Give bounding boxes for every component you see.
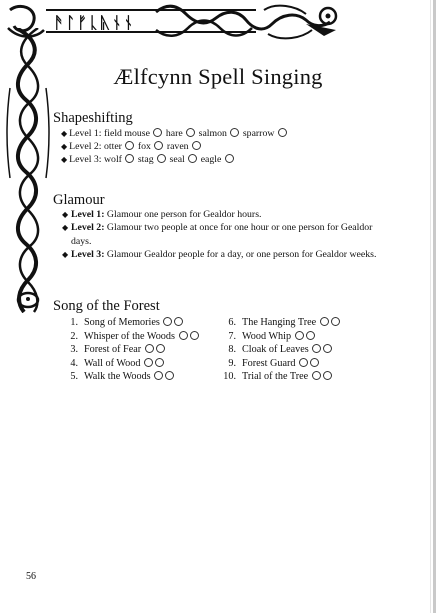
shapeshifting-level-2: ◆ Level 2: otter fox raven xyxy=(61,141,202,153)
checkbox-circle[interactable] xyxy=(320,317,329,326)
checkbox-circle[interactable] xyxy=(323,371,332,380)
checkbox-circle[interactable] xyxy=(278,128,287,137)
song-list-left xyxy=(64,316,200,384)
checkbox-circle[interactable] xyxy=(323,344,332,353)
checkbox-circle[interactable] xyxy=(310,358,319,367)
shapeshifting-level-1: ◆ Level 1: field mouse hare salmon sparrow xyxy=(61,128,288,140)
checkbox-circle[interactable] xyxy=(174,317,183,326)
song-item: 4. Wall of Wood xyxy=(64,357,200,371)
checkbox-circle[interactable] xyxy=(295,331,304,340)
checkbox-circle[interactable] xyxy=(125,154,134,163)
glamour-heading: Glamour xyxy=(53,192,105,208)
song-item: 6. The Hanging Tree xyxy=(222,316,341,330)
diamond-bullet-icon: ◆ xyxy=(61,142,68,151)
diamond-bullet-icon: ◆ xyxy=(62,210,69,219)
checkbox-circle[interactable] xyxy=(125,141,134,150)
page-edge-line xyxy=(430,0,431,613)
song-item: 2. Whisper of the Woods xyxy=(64,330,200,344)
checkbox-circle[interactable] xyxy=(157,154,166,163)
song-of-the-forest-heading: Song of the Forest xyxy=(53,298,160,314)
glamour-level-1: ◆ Level 1: Glamour one person for Gealdor hours. xyxy=(62,209,262,220)
checkbox-circle[interactable] xyxy=(153,128,162,137)
checkbox-circle[interactable] xyxy=(312,371,321,380)
page-number: 56 xyxy=(26,571,36,582)
rune-title: ᚫᛚᚠᚳᚣᚾᚾ xyxy=(54,13,136,32)
checkbox-circle[interactable] xyxy=(331,317,340,326)
diamond-bullet-icon: ◆ xyxy=(62,223,69,232)
glamour-level-2: ◆ Level 2: Glamour two people at once for one hour or one person for Gealdor days. xyxy=(62,222,373,247)
checkbox-circle[interactable] xyxy=(163,317,172,326)
song-item: 5. Walk the Woods xyxy=(64,370,200,384)
checkbox-circle[interactable] xyxy=(190,331,199,340)
checkbox-circle[interactable] xyxy=(306,331,315,340)
shapeshifting-level-3: ◆ Level 3: wolf stag seal eagle xyxy=(61,154,235,166)
checkbox-circle[interactable] xyxy=(155,358,164,367)
song-item: 9. Forest Guard xyxy=(222,357,341,371)
checkbox-circle[interactable] xyxy=(156,344,165,353)
song-item: 7. Wood Whip xyxy=(222,330,341,344)
checkbox-circle[interactable] xyxy=(145,344,154,353)
diamond-bullet-icon: ◆ xyxy=(62,250,69,259)
checkbox-circle[interactable] xyxy=(179,331,188,340)
song-item: 1. Song of Memories xyxy=(64,316,200,330)
song-item: 10. Trial of the Tree xyxy=(222,370,341,384)
glamour-level-3: ◆ Level 3: Glamour Gealdor people for a day, or one person for Gealdor weeks. xyxy=(62,249,377,260)
page-title: Ælfcynn Spell Singing xyxy=(113,64,323,89)
checkbox-circle[interactable] xyxy=(165,371,174,380)
checkbox-circle[interactable] xyxy=(154,371,163,380)
checkbox-circle[interactable] xyxy=(192,141,201,150)
song-item: 3. Forest of Fear xyxy=(64,343,200,357)
shapeshifting-heading: Shapeshifting xyxy=(53,110,133,126)
checkbox-circle[interactable] xyxy=(186,128,195,137)
checkbox-circle[interactable] xyxy=(299,358,308,367)
song-list-right xyxy=(222,316,341,384)
diamond-bullet-icon: ◆ xyxy=(61,129,68,138)
checkbox-circle[interactable] xyxy=(230,128,239,137)
song-item: 8. Cloak of Leaves xyxy=(222,343,341,357)
diamond-bullet-icon: ◆ xyxy=(61,155,68,164)
checkbox-circle[interactable] xyxy=(144,358,153,367)
checkbox-circle[interactable] xyxy=(154,141,163,150)
checkbox-circle[interactable] xyxy=(312,344,321,353)
checkbox-circle[interactable] xyxy=(188,154,197,163)
checkbox-circle[interactable] xyxy=(225,154,234,163)
